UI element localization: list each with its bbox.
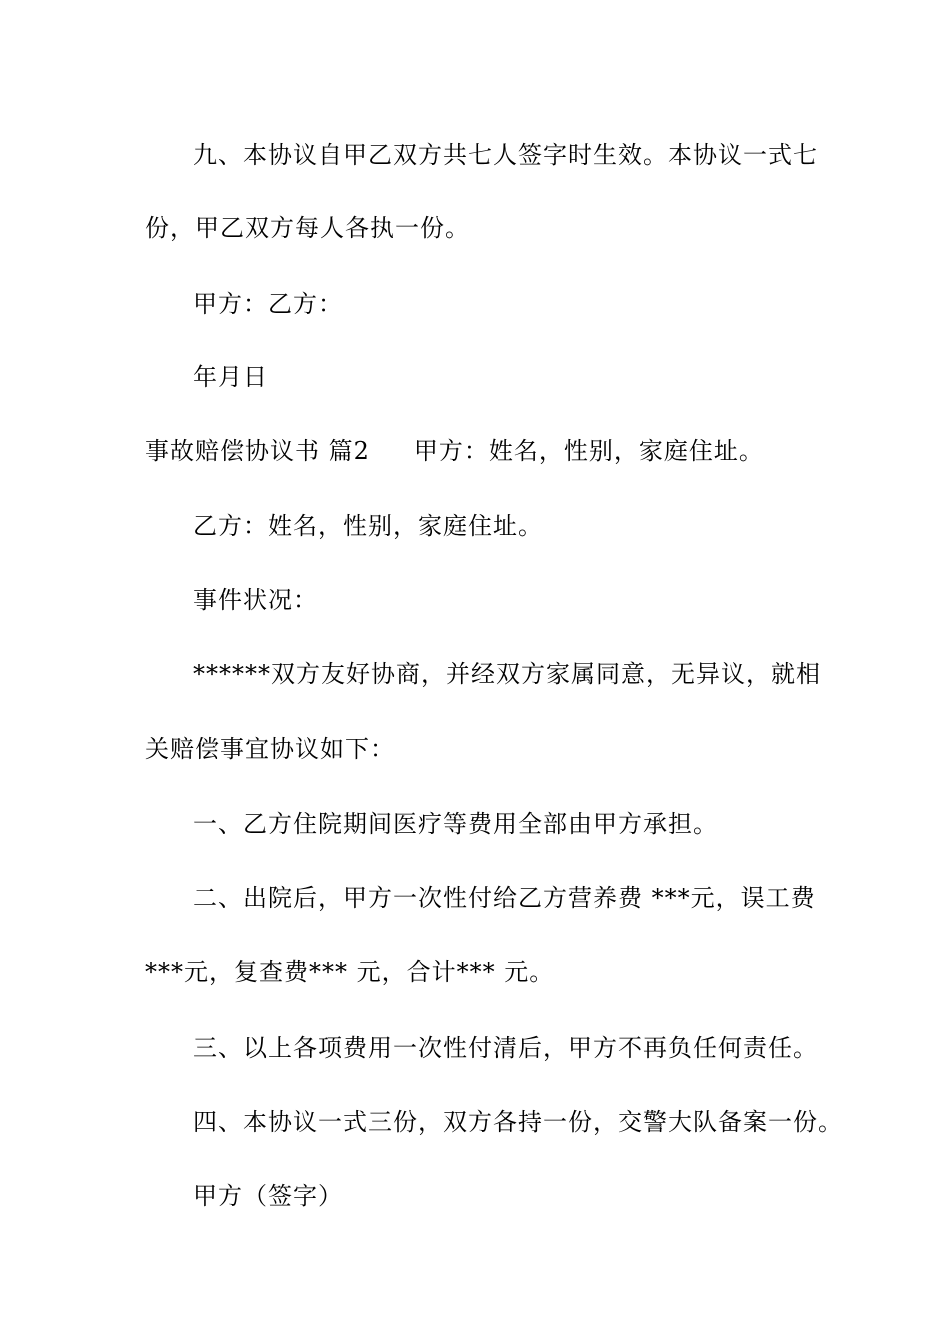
event-status-label: 事件状况： [193,586,318,614]
clause-two-line-2: ***元，复查费*** 元，合计*** 元。 [145,958,555,986]
party-a-info: 甲方：姓名，性别，家庭住址。 [413,437,764,465]
party-b-info: 乙方：姓名，性别，家庭住址。 [193,512,543,540]
paragraph-nine-line-2: 份，甲乙双方每人各执一份。 [145,214,470,242]
consultation-line-2: 关赔偿事宜协议如下： [145,735,395,763]
paragraph-nine-line-1: 九、本协议自甲乙双方共七人签字时生效。本协议一式七 [193,141,818,169]
section-heading: 事故赔偿协议书 篇2 [145,437,370,465]
clause-four: 四、本协议一式三份，双方各持一份，交警大队备案一份。 [193,1108,843,1136]
clause-one: 一、乙方住院期间医疗等费用全部由甲方承担。 [193,810,718,838]
heading-line [145,436,815,466]
consultation-line-1: ******双方友好协商，并经双方家属同意，无异议，就相 [193,660,821,688]
clause-three: 三、以上各项费用一次性付清后，甲方不再负任何责任。 [193,1034,818,1062]
parties-line: 甲方：乙方： [193,290,343,318]
party-a-signature: 甲方（签字） [193,1182,343,1210]
date-line: 年月日 [193,363,268,391]
clause-two-line-1: 二、出院后，甲方一次性付给乙方营养费 ***元，误工费 [193,884,816,912]
